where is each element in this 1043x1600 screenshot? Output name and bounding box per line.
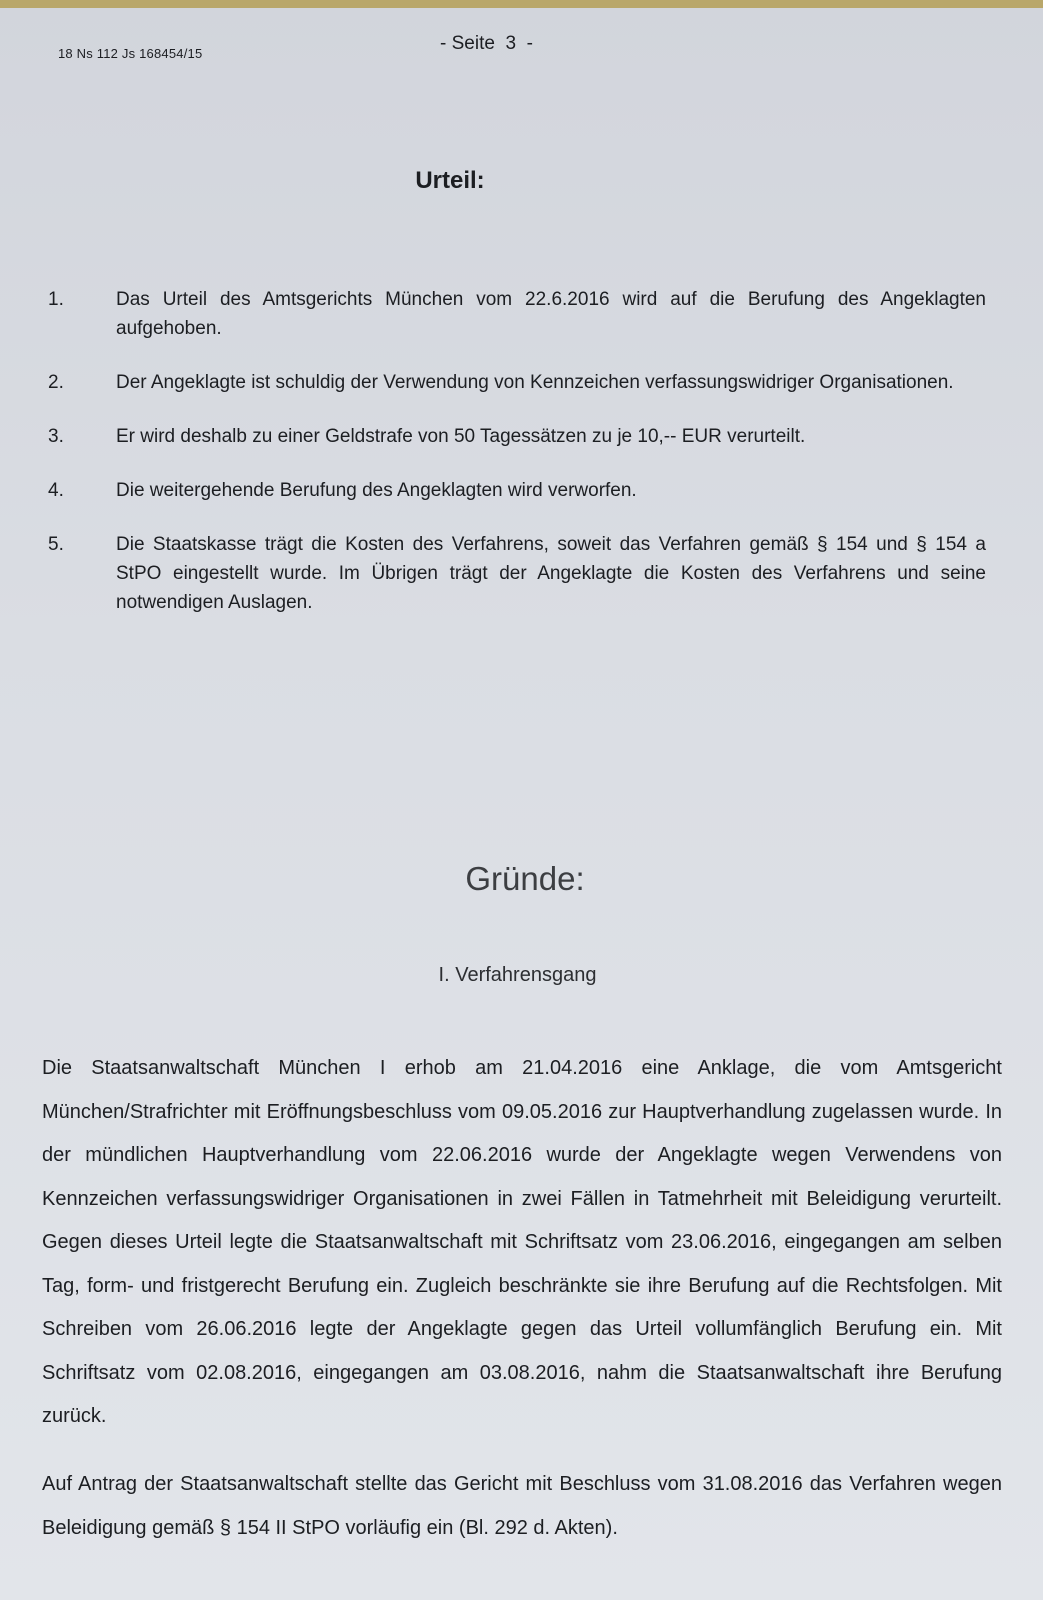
verdict-heading: Urteil: (415, 167, 485, 194)
body-paragraph: Auf Antrag der Staatsanwaltschaft stellte das Gericht mit Beschluss vom 31.08.2016 das Verfahren wegen Beleidigung gemäß § 154 II StPO vorläufig ein (Bl. 292 d. Akten). (42, 1473, 1002, 1539)
verdict-item (48, 368, 1008, 397)
verdict-item-text: Er wird deshalb zu einer Geldstrafe von 50 Tagessätzen zu je 10,-- EUR verurteilt. (116, 426, 806, 447)
verdict-item (48, 285, 1008, 343)
page-edge-strip (0, 0, 1043, 8)
verdict-item-text: Die Staatskasse trägt die Kosten des Verfahrens, soweit das Verfahren gemäß § 154 und § 154 a StPO eingestellt wurde. Im Übrigen trägt der Angeklagte die Kosten des Verfahrens und seine notwendigen Auslagen. (116, 534, 986, 613)
page-number: - Seite 3 - (440, 33, 533, 54)
body-paragraph: Die Staatsanwaltschaft München I erhob am 21.04.2016 eine Anklage, die vom Amtsgericht München/Strafrichter mit Eröffnungsbeschluss vom 09.05.2016 zur Hauptverhandlung zugelassen wurde. In der mündlichen Hauptverhandlung vom 22.06.2016 wurde der Angeklagte wegen Verwendens von Kennzeichen verfassungswidriger Organisationen in zwei Fällen in Tatmehrheit mit Beleidigung verurteilt. Gegen dieses Urteil legte die Staatsanwaltschaft mit Schriftsatz vom 23.06.2016, eingegangen am selben Tag, form- und fristgerecht Berufung ein. Zugleich beschränkte sie ihre Berufung auf die Rechtsfolgen. Mit Schreiben vom 26.06.2016 legte der Angeklagte gegen das Urteil vollumfänglich Berufung ein. Mit Schriftsatz vom 02.08.2016, eingegangen am 03.08.2016, nahm die Staatsanwaltschaft ihre Berufung zurück. (42, 1057, 1002, 1427)
verdict-item-text: Der Angeklagte ist schuldig der Verwendung von Kennzeichen verfassungswidriger Organisationen. (116, 372, 954, 393)
verdict-item-number: 5. (48, 534, 64, 555)
verdict-item-number: 3. (48, 426, 64, 447)
verdict-item-text: Das Urteil des Amtsgerichts München vom 22.6.2016 wird auf die Berufung des Angeklagten aufgehoben. (116, 289, 986, 339)
verdict-item (48, 422, 1008, 451)
verdict-item-text: Die weitergehende Berufung des Angeklagten wird verworfen. (116, 480, 637, 501)
verdict-item-number: 1. (48, 289, 64, 310)
reasons-heading: Gründe: (465, 860, 585, 897)
file-reference: 18 Ns 112 Js 168454/15 (58, 46, 203, 61)
verdict-item (48, 530, 1008, 617)
verdict-items (48, 285, 1008, 642)
verdict-item (48, 476, 1008, 505)
verdict-item-number: 4. (48, 480, 64, 501)
section-title: I. Verfahrensgang (438, 964, 597, 986)
verdict-item-number: 2. (48, 372, 64, 393)
